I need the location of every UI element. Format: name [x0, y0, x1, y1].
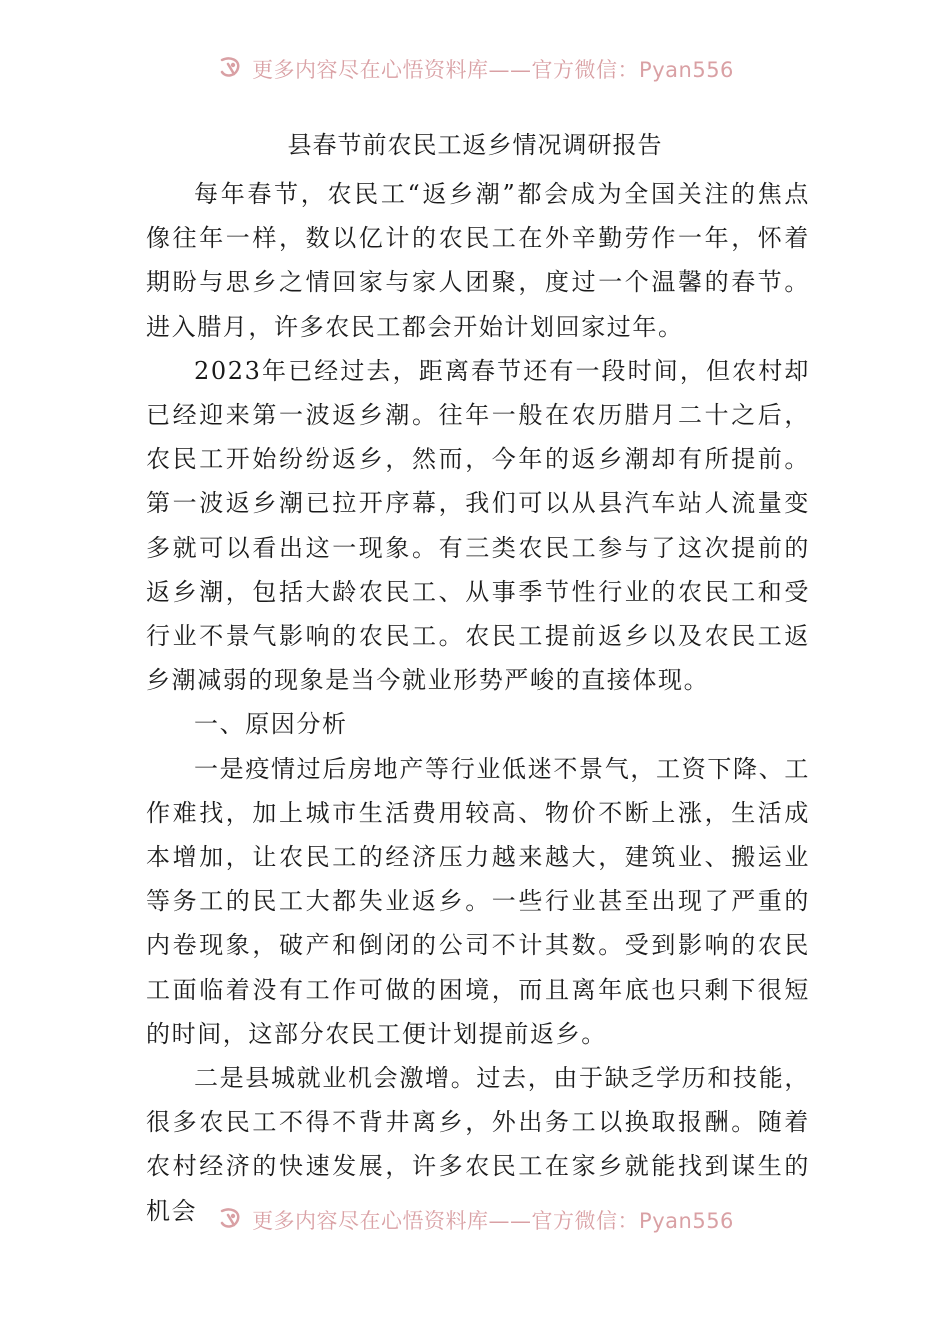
document-body — [146, 172, 810, 1233]
paragraph-reason-one: 一是疫情过后房地产等行业低迷不景气，工资下降、工作难找，加上城市生活费用较高、物价不断上涨，生活成本增加，让农民工的经济压力越来越大，建筑业、搬运业等务工的民工大都失业返乡。一些行业甚至出现了严重的内卷现象，破产和倒闭的公司不计其数。受到影响的农民工面临着没有工作可做的困境，而且离年底也只剩下很短的时间，这部分农民工便计划提前返乡。 — [146, 754, 810, 1048]
paragraph-background: 2023年已经过去，距离春节还有一段时间，但农村却已经迎来第一波返乡潮。往年一般在农历腊月二十之后，农民工开始纷纷返乡，然而，今年的返乡潮却有所提前。第一波返乡潮已拉开序幕，我们可以从县汽车站人流量变多就可以看出这一现象。有三类农民工参与了这次提前的返乡潮，包括大龄农民工、从事季节性行业的农民工和受行业不景气影响的农民工。农民工提前返乡以及农民工返乡潮减弱的现象是当今就业形势严峻的直接体现。 — [146, 356, 810, 695]
brand-logo-icon — [216, 54, 246, 84]
brand-logo-icon — [216, 1205, 246, 1235]
section-heading-cause-analysis: 一、原因分析 — [194, 710, 348, 739]
page-title: 县春节前农民工返乡情况调研报告 — [287, 131, 663, 159]
watermark-text: 更多内容尽在心悟资料库——官方微信：Pyan556 — [252, 1209, 734, 1233]
paragraph-reason-two: 二是县城就业机会激增。过去，由于缺乏学历和技能，很多农民工不得不背井离乡，外出务工以换取报酬。随着农村经济的快速发展，许多农民工在家乡就能找到谋生的机会 — [146, 1064, 810, 1225]
watermark-header — [0, 52, 950, 86]
watermark-text: 更多内容尽在心悟资料库——官方微信：Pyan556 — [252, 58, 734, 82]
paragraph-intro: 每年春节，农民工“返乡潮”都会成为全国关注的焦点像往年一样，数以亿计的农民工在外辛勤劳作一年，怀着期盼与思乡之情回家与家人团聚，度过一个温馨的春节。进入腊月，许多农民工都会开始计划回家过年。 — [146, 180, 810, 341]
watermark-footer — [0, 1203, 950, 1237]
